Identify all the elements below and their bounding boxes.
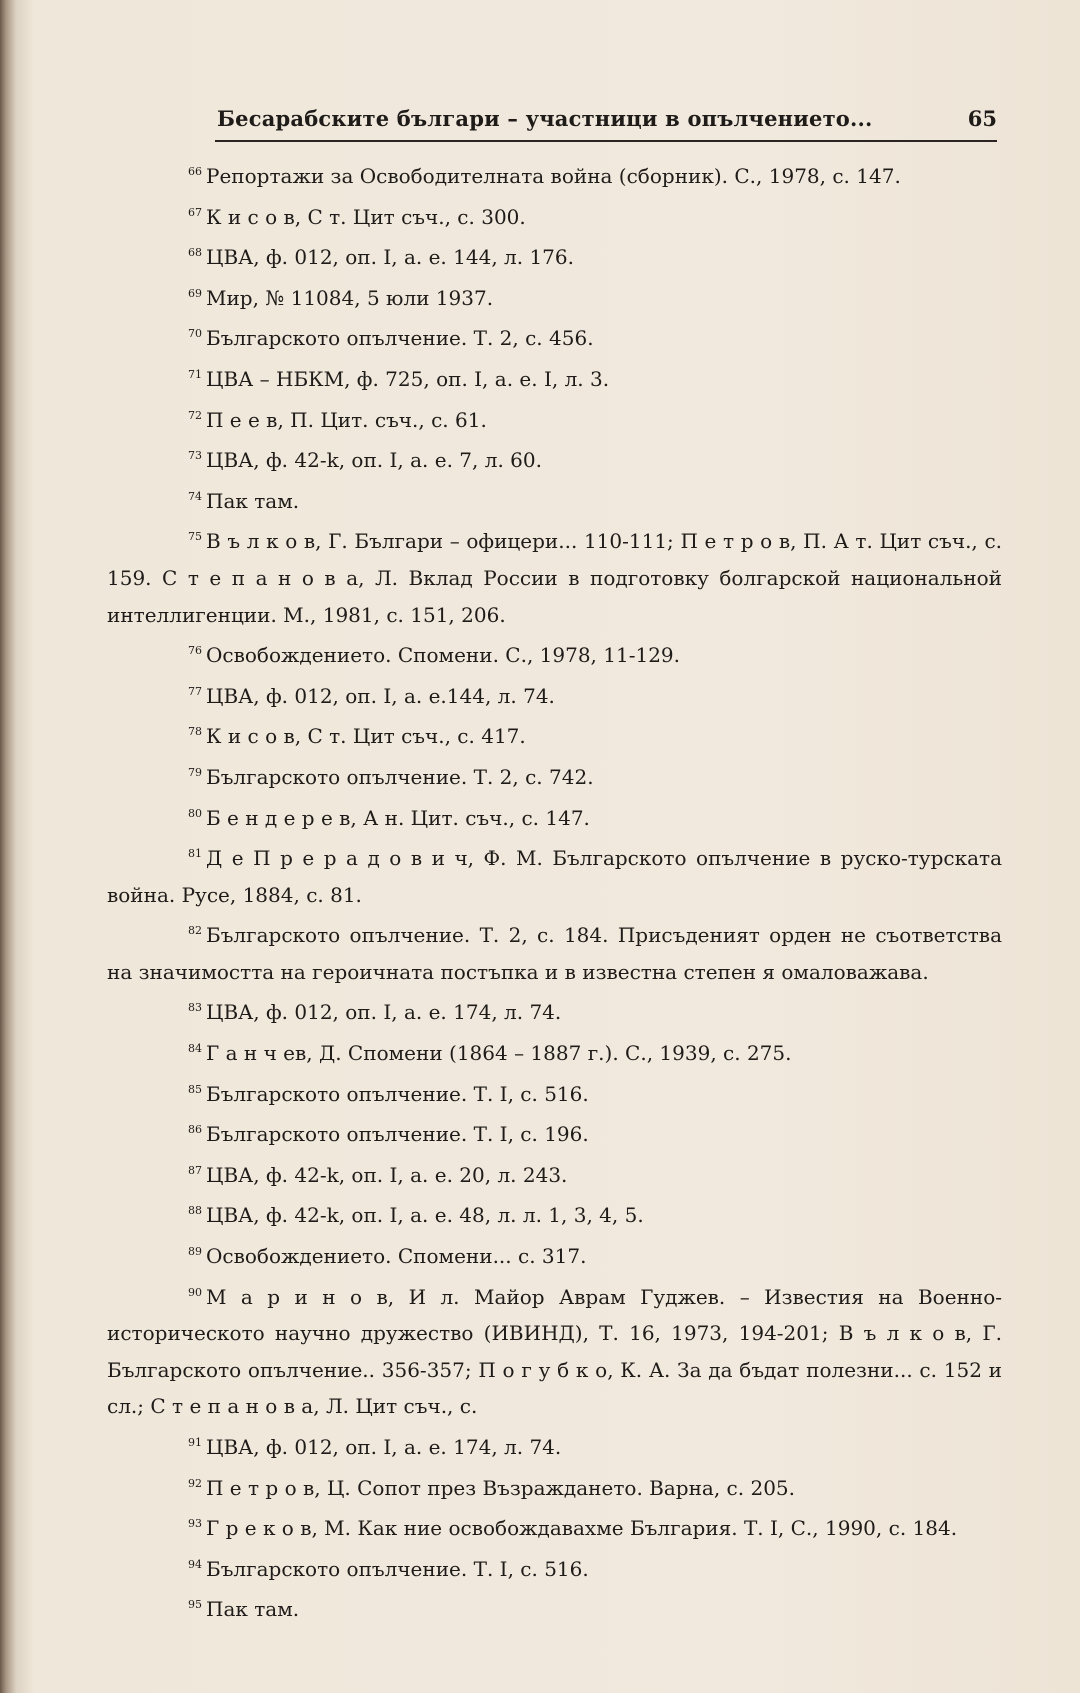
footnote-number: 93: [188, 1517, 202, 1531]
footnote-86: [188, 1112, 1002, 1153]
footnote-text: ЦВА, ф. 012, оп. I, а. е. 144, л. 176.: [206, 245, 574, 270]
footnote-85: [188, 1072, 1002, 1113]
footnote-text: Българското опълчение. Т. I, с. 196.: [206, 1122, 589, 1147]
footnote-71: [188, 357, 1002, 398]
footnote-77: [188, 674, 1002, 715]
footnote-68: [188, 235, 1002, 276]
footnote-text: ЦВА, ф. 42-k, оп. I, а. е. 7, л. 60.: [206, 448, 542, 473]
footnote-69: [188, 276, 1002, 317]
footnote-text: Българското опълчение. Т. 2, с. 742.: [206, 764, 594, 789]
footnote-text: ЦВА, ф. 42-k, оп. I, а. е. 48, л. л. 1, 3, 4, 5.: [206, 1203, 644, 1228]
footnote-text: ЦВА, ф. 012, оп. I, а. е. 174, л. 74.: [206, 1435, 562, 1459]
footnote-78: [188, 714, 1002, 755]
footnote-text: ЦВА, ф. 42-k, оп. I, а. е. 20, л. 243.: [206, 1162, 568, 1187]
footnote-text: Освобождението. Спомени... с. 317.: [206, 1244, 587, 1269]
footnote-number: 82: [188, 924, 202, 938]
footnote-number: 86: [188, 1123, 202, 1137]
footnote-text: Г р е к о в, М. Как ние освобождавахме България. Т. I, С., 1990, с. 184.: [206, 1516, 958, 1541]
footnote-number: 80: [188, 806, 202, 820]
footnote-number: 79: [188, 765, 202, 779]
footnote-number: 90: [188, 1285, 202, 1299]
footnote-74: [188, 479, 1002, 520]
header-title: Бесарабските българи – участници в опълчението...: [217, 106, 873, 131]
footnote-93: [188, 1506, 1002, 1547]
footnote-text: Б е н д е р е в, А н. Цит. съч., с. 147.: [206, 805, 590, 830]
footnote-number: 76: [188, 644, 202, 658]
footnote-text: П е т р о в, Ц. Сопот през Възраждането. Варна, с. 205.: [206, 1475, 795, 1500]
footnote-text: Българското опълчение. Т. 2, с. 184. Присъденият орден не съответства на значимостта на героичната постъпка и в известна степен я омаловажава.: [107, 923, 1002, 984]
footnote-79: [188, 755, 1002, 796]
page-number: 65: [967, 106, 997, 131]
footnote-text: К и с о в, С т. Цит съч., с. 300.: [206, 204, 526, 229]
footnote-number: 85: [188, 1082, 202, 1096]
footnote-81: [107, 836, 1002, 913]
footnote-72: [188, 398, 1002, 439]
running-header: [215, 100, 997, 142]
footnote-text: Българското опълчение. Т. I, с. 516.: [206, 1556, 589, 1581]
footnote-text: Българското опълчение. Т. 2, с. 456.: [206, 326, 594, 351]
footnote-text: В ъ л к о в, Г. Българи – офицери... 110-111; П е т р о в, П. А т. Цит съч., с. 159. С т е п а н о в а, Л. Вклад России в подготовку болгарской национальной интеллигенции. М., 1981, с. 151, 206.: [107, 529, 1002, 627]
footnote-92: [188, 1466, 1002, 1507]
footnote-text: Г а н ч ев, Д. Спомени (1864 – 1887 г.). С., 1939, с. 275.: [206, 1041, 792, 1066]
footnote-text: Мир, № 11084, 5 юли 1937.: [206, 285, 494, 310]
footnote-number: 72: [188, 408, 202, 422]
footnote-number: 67: [188, 205, 202, 219]
footnote-82: [107, 913, 1002, 990]
footnote-text: ЦВА – НБКМ, ф. 725, оп. I, а. е. I, л. 3.: [206, 366, 610, 391]
footnote-number: 94: [188, 1557, 202, 1571]
footnote-number: 88: [188, 1204, 202, 1218]
footnote-number: 68: [188, 246, 202, 260]
footnote-94: [188, 1547, 1002, 1588]
footnote-number: 91: [188, 1436, 202, 1449]
footnote-90: [107, 1275, 1002, 1425]
footnote-number: 69: [188, 286, 202, 300]
footnote-89: [188, 1234, 1002, 1275]
footnote-number: 83: [188, 1001, 202, 1015]
footnote-number: 74: [188, 489, 202, 503]
footnote-83: [188, 990, 1002, 1031]
footnote-87: [188, 1153, 1002, 1194]
footnote-number: 89: [188, 1245, 202, 1259]
footnote-number: 78: [188, 725, 202, 739]
footnote-91: [188, 1425, 1002, 1466]
footnote-66: [188, 154, 1002, 195]
footnote-text: К и с о в, С т. Цит съч., с. 417.: [206, 724, 526, 749]
footnote-number: 75: [188, 530, 202, 544]
footnote-text: Освобождението. Спомени. С., 1978, 11-129.: [206, 643, 681, 668]
footnote-73: [188, 438, 1002, 479]
footnote-67: [188, 195, 1002, 236]
footnote-number: 70: [188, 327, 202, 341]
footnote-number: 71: [188, 367, 202, 381]
footnote-number: 81: [188, 847, 202, 861]
footnote-88: [188, 1193, 1002, 1234]
footnote-number: 95: [188, 1598, 202, 1612]
footnote-text: Българското опълчение. Т. I, с. 516.: [206, 1081, 589, 1106]
footnote-number: 73: [188, 449, 202, 463]
footnote-number: 84: [188, 1042, 202, 1056]
footnote-95: [188, 1587, 1002, 1628]
footnote-number: 92: [188, 1476, 202, 1490]
footnote-text: М а р и н о в, И л. Майор Аврам Гуджев. – Известия на Военно-историческото научно дружество (ИВИНД), Т. 16, 1973, 194-201; В ъ л к о в, Г. Българското опълчение.. 356-357; П о г у б к о, К. А. За да бъдат полезни... с. 152 и сл.; С т е п а н о в а, Л. Цит съч., с.: [107, 1284, 1002, 1419]
footnote-number: 87: [188, 1163, 202, 1177]
footnote-70: [188, 316, 1002, 357]
footnote-text: Репортажи за Освободителната война (сборник). С., 1978, с. 147.: [206, 164, 901, 188]
footnote-text: Пак там.: [206, 488, 300, 513]
footnote-84: [188, 1031, 1002, 1072]
footnote-text: ЦВА, ф. 012, оп. I, а. е.144, л. 74.: [206, 683, 555, 708]
footnote-text: Пак там.: [206, 1597, 300, 1622]
footnote-text: Д е П р е р а д о в и ч, Ф. М. Българското опълчение в руско-турската война. Русе, 1884, с. 81.: [107, 846, 1002, 907]
footnote-76: [188, 633, 1002, 674]
footnote-number: 77: [188, 684, 202, 698]
footnote-text: П е е в, П. Цит. съч., с. 61.: [206, 407, 487, 432]
footnotes-list: [107, 154, 1002, 1628]
footnote-80: [188, 796, 1002, 837]
footnote-75: [107, 519, 1002, 633]
footnote-text: ЦВА, ф. 012, оп. I, а. е. 174, л. 74.: [206, 1000, 562, 1025]
footnote-number: 66: [188, 165, 202, 178]
